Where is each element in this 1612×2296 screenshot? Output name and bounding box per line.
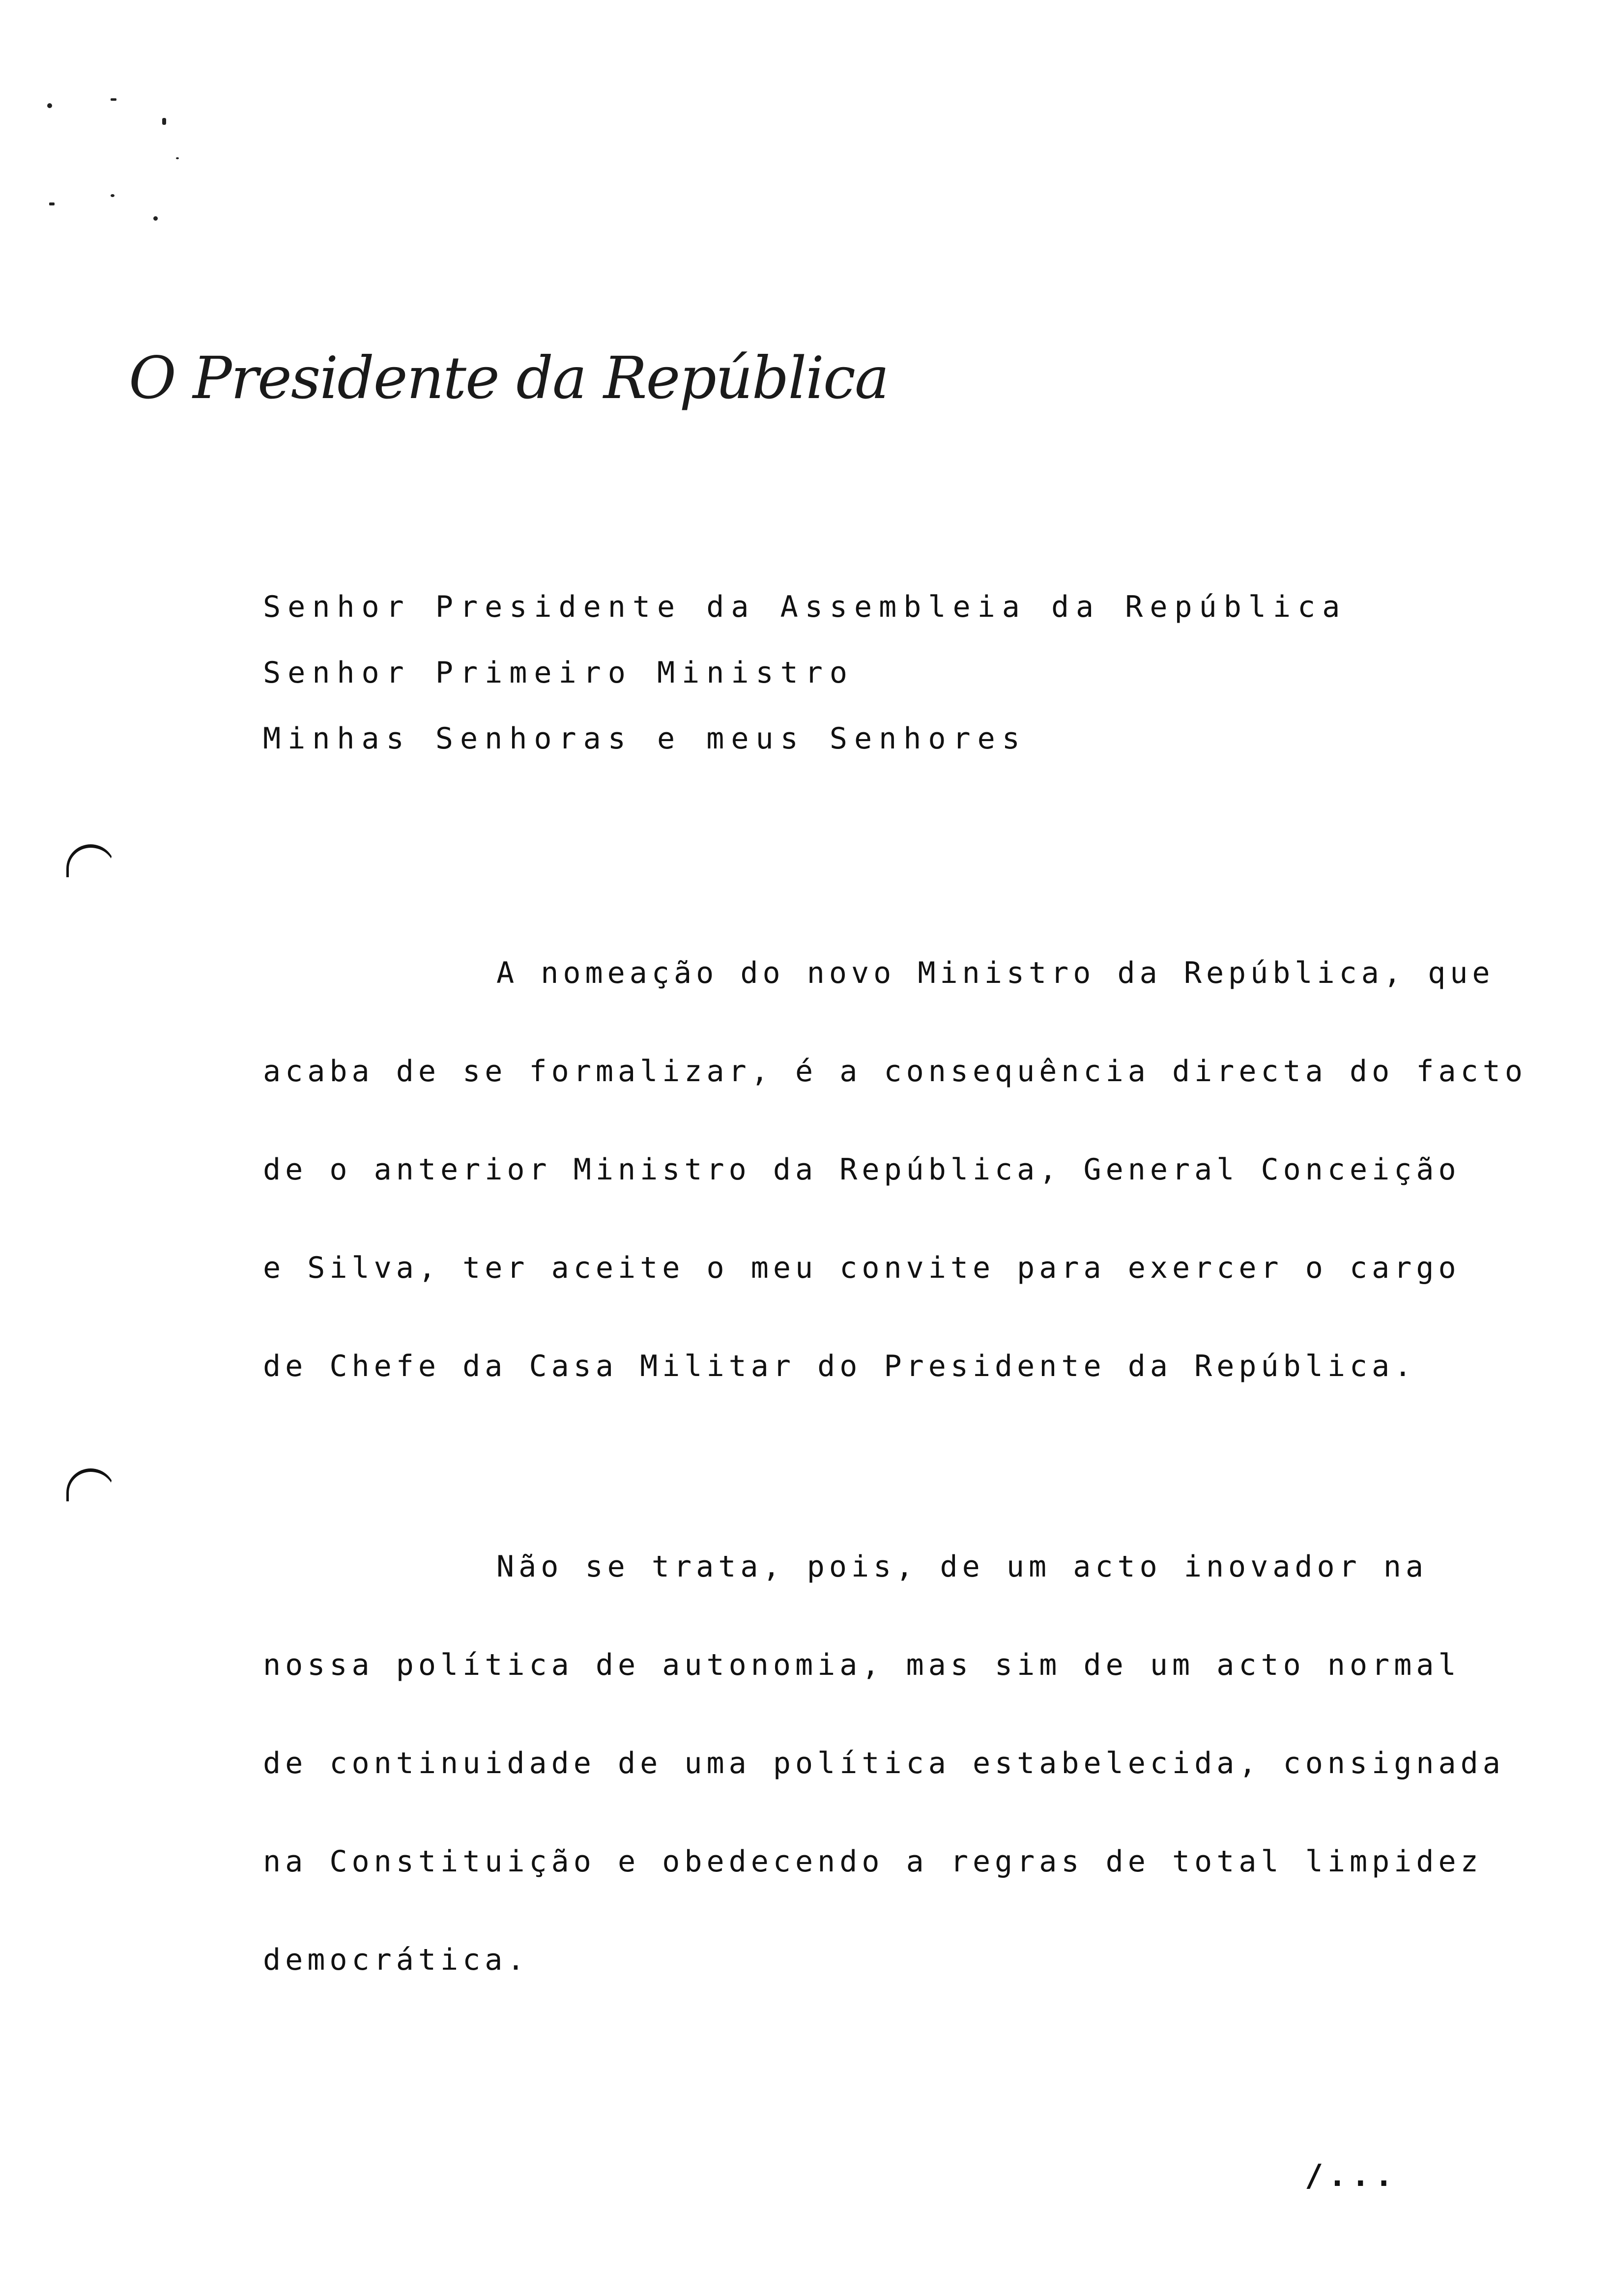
letterhead-title: O Presidente da República bbox=[129, 344, 889, 412]
paragraph-line: e Silva, ter aceite o meu convite para exercer o cargo bbox=[263, 1251, 1461, 1285]
salutation-block bbox=[263, 574, 1347, 772]
punch-hole-mark bbox=[66, 1468, 115, 1501]
paragraph-line: de continuidade de uma política estabelecida, consignada bbox=[263, 1746, 1505, 1780]
punch-hole-mark bbox=[66, 844, 115, 877]
speck-mark bbox=[111, 194, 115, 197]
paragraph-line: democrática. bbox=[263, 1943, 529, 1977]
paragraph-line: de Chefe da Casa Militar do Presidente da República. bbox=[263, 1349, 1416, 1383]
speck-mark bbox=[176, 157, 179, 159]
speck-mark bbox=[162, 118, 166, 125]
speck-mark bbox=[47, 103, 52, 108]
paragraph-line: na Constituição e obedecendo a regras de total limpidez bbox=[263, 1844, 1483, 1879]
paragraph-line: de o anterior Ministro da República, General Conceição bbox=[263, 1152, 1461, 1187]
salutation-line: Minhas Senhoras e meus Senhores bbox=[263, 721, 1027, 756]
paragraph-1 bbox=[263, 924, 1527, 1415]
continuation-mark: /... bbox=[1305, 2157, 1398, 2193]
paragraph-line: acaba de se formalizar, é a consequência directa do facto bbox=[263, 1054, 1527, 1089]
paragraph-line: nossa política de autonomia, mas sim de um acto normal bbox=[263, 1648, 1461, 1682]
speck-mark bbox=[111, 98, 116, 101]
salutation-line: Senhor Primeiro Ministro bbox=[263, 656, 854, 690]
paragraph-2 bbox=[263, 1518, 1505, 2009]
speck-mark bbox=[49, 202, 55, 205]
paragraph-line: A nomeação do novo Ministro da República, que bbox=[496, 956, 1495, 990]
speck-mark bbox=[153, 216, 158, 221]
salutation-line: Senhor Presidente da Assembleia da República bbox=[263, 590, 1347, 624]
paragraph-line: Não se trata, pois, de um acto inovador na bbox=[496, 1550, 1428, 1584]
